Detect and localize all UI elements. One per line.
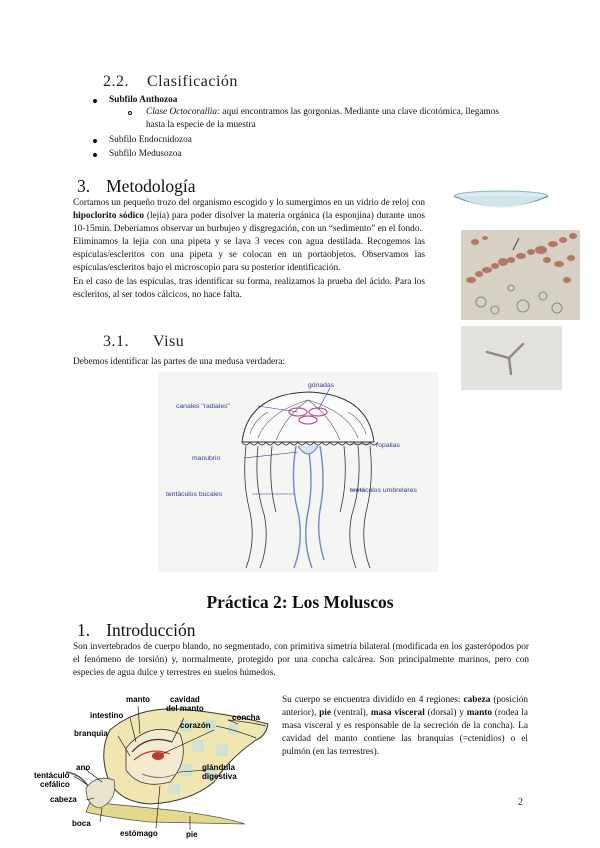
label-gonadas: gónadas bbox=[308, 382, 335, 389]
section-number: 2.2. bbox=[103, 73, 129, 90]
regions-text-2: (posición anterior), bbox=[282, 695, 528, 719]
label-cavidad-1: cavidad bbox=[170, 695, 200, 704]
introduction-text: Son invertebrados de cuerpo blando, no segmentado, con primitiva simetría bilateral (modificada en los gasterópodos por el fenómeno de torsión) y, normalmente, protegido por una concha calcárea. Son principalmente marinos, pero con especies de agua dulce y terrestres en suelos húmedos. bbox=[73, 642, 529, 679]
methodology-p1-b: (lejía) para poder disolver la materia orgánica (la esponjina) durante unos 10-15min. Deberíamos observar un burbujeo y disgregación, con un “sedimento” en el fondo. bbox=[73, 211, 425, 235]
methodology-p3: En el caso de las espículas, tras identificar su forma, realizamos la prueba del ácido. Para los escleritos, al ser todos cálcicos, no hace falta. bbox=[73, 276, 425, 300]
label-manubrio: manubrio bbox=[192, 455, 221, 462]
body-regions-text bbox=[282, 694, 528, 759]
section-number: 3.1. bbox=[103, 333, 129, 350]
label-glandula-2: digestiva bbox=[202, 772, 237, 781]
list-item-endocnidozoa: Subfilo Endocnidozoa bbox=[109, 135, 192, 145]
label-manto: manto bbox=[126, 695, 150, 704]
region-cabeza: cabeza bbox=[463, 695, 491, 705]
octocorallia-class: Clase Octocorallia: bbox=[146, 107, 221, 117]
bullet bbox=[93, 99, 97, 103]
label-ropalias: ropalias bbox=[376, 442, 400, 449]
label-estomago: estómago bbox=[120, 829, 158, 838]
regions-text-4: (dorsal) y bbox=[424, 708, 467, 719]
list-item-anthozoa: Subfilo Anthozoa bbox=[109, 95, 178, 105]
section-title: Metodología bbox=[106, 176, 196, 196]
spicules-microscope-photo bbox=[461, 230, 580, 320]
label-corazon: corazón bbox=[180, 721, 211, 730]
list-item-octocorallia bbox=[146, 106, 531, 132]
label-pie: pie bbox=[186, 830, 198, 839]
regions-text-3: (ventral), bbox=[331, 708, 371, 719]
practica-title: Práctica 2: Los Moluscos bbox=[206, 592, 394, 612]
label-tentaculos-umbrelares: tentáculos umbrelares bbox=[350, 487, 417, 494]
regions-text-5: (rodea la masa visceral y es responsable de la secreción de la concha). La cavidad del manto contiene las branquias (=ctenidios) o el pulmón (en las terrestres). bbox=[282, 708, 528, 758]
section-3-1-heading bbox=[103, 333, 184, 351]
section-2-2-heading bbox=[103, 73, 238, 91]
section-3-heading bbox=[77, 176, 196, 197]
label-glandula-1: glándula bbox=[202, 763, 235, 772]
bullet bbox=[93, 153, 97, 157]
label-boca: boca bbox=[72, 819, 91, 828]
medusa-diagram bbox=[158, 372, 438, 572]
methodology-p1-a: Cortamos un pequeño trozo del organismo escogido y lo sumergimos en un vidrio de reloj con bbox=[73, 198, 425, 208]
label-tentaculo-1: tentáculo bbox=[34, 771, 70, 780]
region-masa-visceral: masa visceral bbox=[370, 708, 425, 719]
list-item-medusozoa: Subfilo Medusozoa bbox=[109, 149, 182, 159]
label-ano: ano bbox=[76, 763, 91, 772]
sub-bullet bbox=[128, 111, 132, 115]
label-cabeza: cabeza bbox=[50, 795, 77, 804]
label-cavidad-2: del manto bbox=[166, 704, 204, 713]
snail-anatomy-diagram bbox=[30, 690, 275, 840]
methodology-p2: Eliminamos la lejía con una pipeta y se lava 3 veces con agua destilada. Recogemos las espículas/escleritos con una pipeta y se colocan en un portaobjetos. Observamos las espículas/escleritos bajo el microscopio para su posterior identificación. bbox=[73, 237, 425, 274]
label-canales-radiales: canales "radiales" bbox=[176, 403, 230, 410]
label-intestino: intestino bbox=[90, 711, 124, 720]
section-title: Introducción bbox=[106, 620, 196, 640]
octocorallia-text-2: hasta la especie de la muestra bbox=[146, 120, 256, 130]
label-concha: concha bbox=[232, 713, 261, 722]
bullet bbox=[93, 139, 97, 143]
octocorallia-text: aquí encontramos las gorgonias. Mediante una clave dicotómica, llegamos bbox=[220, 107, 500, 117]
spicule-photo bbox=[461, 326, 562, 390]
watch-glass-photo bbox=[446, 178, 556, 226]
methodology-p1-bold: hipoclorito sódico bbox=[73, 211, 145, 222]
section-title: Visu bbox=[153, 333, 185, 350]
label-tentaculo-2: cefálico bbox=[40, 780, 70, 789]
regions-text-1: Su cuerpo se encuentra dividido en 4 regiones: bbox=[282, 695, 464, 705]
section-number: 3. bbox=[77, 176, 91, 196]
section-title: Clasificación bbox=[147, 73, 238, 90]
introduction-heading bbox=[77, 620, 196, 641]
region-manto: manto bbox=[466, 708, 492, 719]
methodology-text bbox=[73, 197, 425, 302]
label-tentaculos-bucales: tentáculos bucales bbox=[166, 491, 223, 498]
label-branquia: branquia bbox=[74, 729, 108, 738]
page-number: 2 bbox=[518, 797, 523, 808]
section-number: 1. bbox=[77, 620, 91, 640]
visu-intro: Debemos identificar las partes de una medusa verdadera: bbox=[73, 357, 285, 367]
region-pie: pie bbox=[319, 708, 331, 719]
